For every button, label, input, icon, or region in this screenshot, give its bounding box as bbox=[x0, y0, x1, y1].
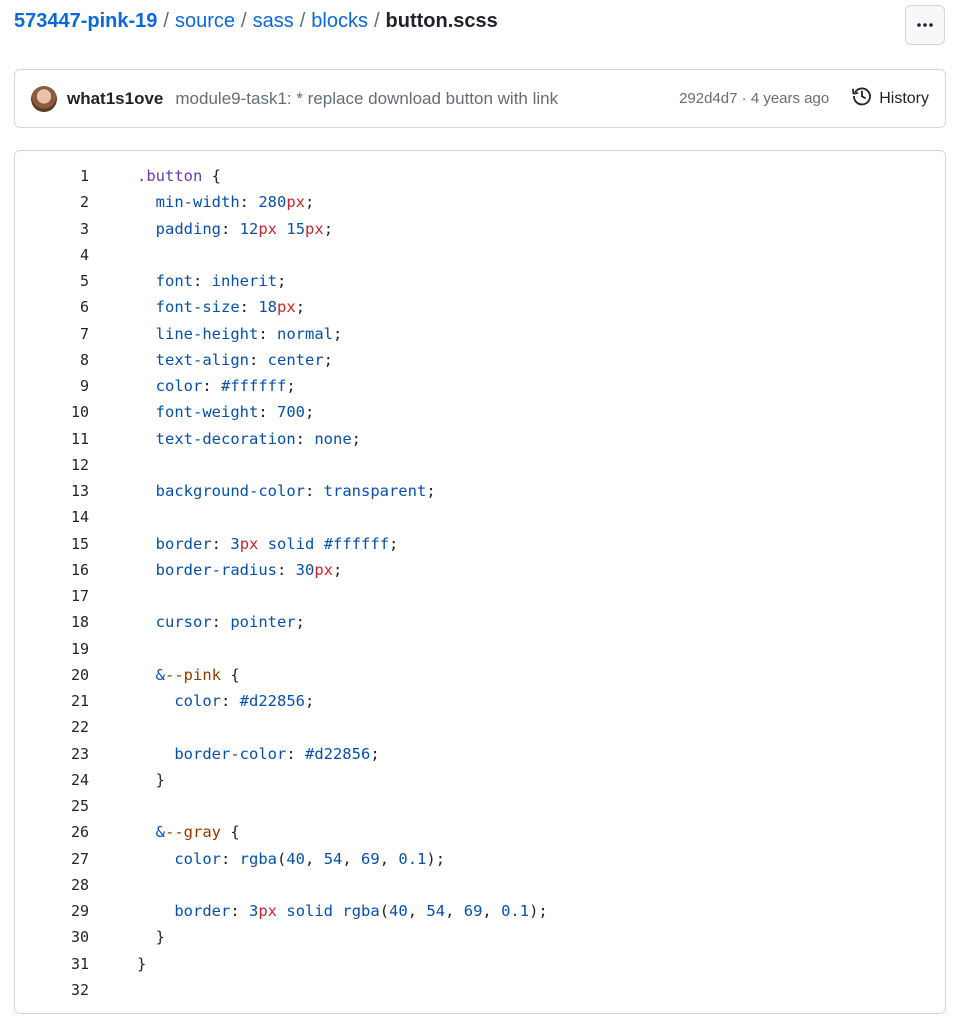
code-text bbox=[89, 613, 305, 631]
line-number[interactable]: 8 bbox=[79, 350, 89, 369]
code-line bbox=[15, 767, 945, 793]
code-token bbox=[137, 771, 156, 789]
line-number[interactable]: 30 bbox=[70, 928, 89, 947]
code-line bbox=[15, 478, 945, 504]
code-token: transparent bbox=[323, 482, 427, 501]
code-token: : bbox=[202, 377, 222, 396]
code-text bbox=[89, 745, 380, 763]
code-line bbox=[15, 714, 945, 740]
line-number[interactable]: 13 bbox=[70, 482, 89, 501]
code-token: rgba bbox=[342, 902, 380, 921]
code-token bbox=[137, 220, 156, 238]
code-token: #d22856 bbox=[239, 692, 305, 711]
code-token: 69 bbox=[361, 849, 380, 868]
code-line bbox=[15, 951, 945, 977]
code-token: 40 bbox=[389, 902, 408, 921]
kebab-horizontal-icon bbox=[916, 22, 934, 28]
commit-author-link[interactable]: what1s1ove bbox=[67, 88, 164, 108]
code-line bbox=[15, 872, 945, 898]
code-token: inherit bbox=[211, 272, 277, 291]
line-number[interactable]: 29 bbox=[70, 902, 89, 921]
code-line bbox=[15, 373, 945, 399]
code-line bbox=[15, 399, 945, 425]
code-token: ; bbox=[370, 744, 380, 763]
code-line bbox=[15, 216, 945, 242]
line-number[interactable]: 4 bbox=[79, 245, 89, 264]
code-token: 3 bbox=[230, 534, 240, 553]
code-token: background-color bbox=[155, 482, 305, 501]
line-number[interactable]: 21 bbox=[70, 692, 89, 711]
code-token: border bbox=[155, 534, 212, 553]
line-number[interactable]: 17 bbox=[70, 587, 89, 606]
line-number[interactable]: 6 bbox=[79, 298, 89, 317]
code-token bbox=[137, 823, 156, 841]
line-number[interactable]: 25 bbox=[70, 797, 89, 816]
code-text bbox=[89, 220, 333, 238]
code-token: : bbox=[211, 534, 231, 553]
code-token bbox=[137, 928, 156, 946]
code-token: 54 bbox=[426, 902, 446, 921]
line-number[interactable]: 32 bbox=[70, 980, 89, 999]
code-token: : bbox=[258, 403, 277, 422]
breadcrumb-separator: / bbox=[299, 9, 306, 32]
code-text bbox=[89, 561, 342, 579]
code-line bbox=[15, 662, 945, 688]
code-text bbox=[89, 771, 165, 789]
code-token: : bbox=[304, 482, 324, 501]
line-number[interactable]: 18 bbox=[70, 613, 89, 632]
code-line bbox=[15, 924, 945, 950]
code-viewer bbox=[14, 150, 946, 1014]
code-token: px bbox=[239, 534, 259, 553]
code-token: ); bbox=[529, 902, 548, 921]
breadcrumb-path-link[interactable]: source bbox=[174, 9, 236, 32]
line-number[interactable]: 5 bbox=[79, 272, 89, 291]
code-text bbox=[89, 850, 445, 868]
code-token: px bbox=[314, 560, 334, 579]
code-token bbox=[314, 535, 323, 553]
code-line bbox=[15, 504, 945, 530]
code-line bbox=[15, 531, 945, 557]
code-token: cursor bbox=[155, 613, 212, 632]
code-token: } bbox=[137, 954, 147, 973]
code-token bbox=[137, 850, 174, 868]
code-text bbox=[89, 692, 314, 710]
code-text bbox=[89, 325, 342, 343]
code-line bbox=[15, 741, 945, 767]
code-token: : bbox=[221, 849, 240, 868]
code-token: ; bbox=[351, 429, 361, 448]
code-token: : bbox=[286, 744, 305, 763]
code-line bbox=[15, 268, 945, 294]
code-token: } bbox=[155, 770, 166, 789]
code-token: color bbox=[174, 692, 221, 711]
line-number[interactable]: 20 bbox=[70, 665, 89, 684]
code-token: 280 bbox=[258, 193, 287, 212]
code-token: ; bbox=[305, 193, 315, 212]
code-token: , bbox=[379, 849, 399, 868]
code-token: border bbox=[174, 902, 231, 921]
code-token: border-color bbox=[174, 744, 287, 763]
code-token: ; bbox=[333, 324, 343, 343]
code-token: --gray bbox=[165, 823, 222, 842]
code-line bbox=[15, 793, 945, 819]
code-line bbox=[15, 636, 945, 662]
code-token: font-weight bbox=[155, 403, 259, 422]
avatar[interactable] bbox=[31, 86, 57, 112]
history-icon bbox=[851, 85, 879, 112]
code-line bbox=[15, 321, 945, 347]
code-token bbox=[258, 535, 267, 553]
history-label: History bbox=[879, 89, 929, 107]
code-token bbox=[137, 430, 156, 448]
code-token: ; bbox=[295, 613, 306, 632]
code-token bbox=[137, 403, 156, 421]
code-text bbox=[89, 298, 305, 316]
code-token: { bbox=[221, 665, 240, 684]
code-token: : bbox=[258, 324, 277, 343]
code-line bbox=[15, 347, 945, 373]
line-number[interactable]: 10 bbox=[70, 403, 89, 422]
code-token: #d22856 bbox=[304, 744, 371, 763]
code-token: , bbox=[407, 902, 427, 921]
commit-hash-link[interactable]: 292d4d7 bbox=[679, 90, 738, 107]
line-number[interactable]: 28 bbox=[70, 875, 89, 894]
breadcrumb-repo-link[interactable]: 573447-pink-19 bbox=[14, 9, 158, 32]
breadcrumb bbox=[14, 6, 498, 36]
code-token: ; bbox=[277, 272, 287, 291]
code-token: padding bbox=[155, 219, 221, 238]
code-token: , bbox=[342, 849, 362, 868]
breadcrumb-separator: / bbox=[163, 9, 169, 32]
code-token bbox=[277, 220, 286, 238]
code-token: border-radius bbox=[155, 560, 277, 579]
breadcrumb-path-link[interactable]: blocks bbox=[311, 9, 368, 32]
code-token: : bbox=[193, 272, 212, 291]
code-token bbox=[137, 666, 156, 684]
code-token: px bbox=[286, 193, 306, 212]
code-token: ; bbox=[323, 219, 334, 238]
code-token: { bbox=[202, 167, 221, 186]
code-token: px bbox=[277, 298, 296, 317]
code-line bbox=[15, 294, 945, 320]
code-token: none bbox=[314, 429, 352, 448]
code-token: 0.1 bbox=[398, 849, 427, 868]
code-text bbox=[89, 955, 146, 973]
code-token: center bbox=[267, 350, 324, 369]
code-token: , bbox=[305, 849, 324, 868]
code-token: : bbox=[239, 193, 259, 212]
code-token bbox=[277, 902, 286, 920]
line-number[interactable]: 12 bbox=[70, 455, 89, 474]
code-token: & bbox=[155, 665, 166, 684]
code-line bbox=[15, 688, 945, 714]
code-token: : bbox=[221, 219, 240, 238]
code-token: { bbox=[221, 823, 240, 842]
code-token: color bbox=[155, 377, 203, 396]
code-token: , bbox=[482, 902, 502, 921]
code-token: ; bbox=[286, 377, 296, 396]
code-token: font bbox=[155, 272, 193, 291]
code-text bbox=[89, 666, 240, 684]
code-token: pointer bbox=[230, 613, 296, 632]
code-token: px bbox=[258, 902, 278, 921]
code-text bbox=[89, 928, 165, 946]
more-options-button[interactable] bbox=[905, 5, 945, 45]
code-line bbox=[15, 242, 945, 268]
code-token: : bbox=[239, 298, 259, 317]
latest-commit-bar bbox=[14, 69, 946, 128]
code-text bbox=[89, 403, 314, 421]
code-text bbox=[89, 535, 398, 553]
code-line bbox=[15, 609, 945, 635]
line-number[interactable]: 15 bbox=[70, 534, 89, 553]
commit-message-link[interactable]: module9-task1: * replace download button with link bbox=[175, 88, 559, 108]
breadcrumb-path-link[interactable]: sass bbox=[252, 9, 294, 32]
line-number[interactable]: 22 bbox=[70, 718, 89, 737]
code-text bbox=[89, 430, 361, 448]
line-number[interactable]: 1 bbox=[79, 167, 89, 186]
code-token: ( bbox=[277, 849, 287, 868]
code-token: 700 bbox=[277, 403, 305, 422]
line-number[interactable]: 3 bbox=[79, 219, 89, 238]
code-text bbox=[89, 377, 296, 395]
code-line bbox=[15, 583, 945, 609]
code-token: : bbox=[230, 902, 249, 921]
code-token: ; bbox=[305, 403, 315, 422]
code-token bbox=[137, 272, 156, 290]
line-number[interactable]: 26 bbox=[70, 823, 89, 842]
code-token: 15 bbox=[286, 219, 306, 238]
code-token: 69 bbox=[463, 902, 483, 921]
code-token: ( bbox=[379, 902, 390, 921]
code-token: .button bbox=[137, 167, 203, 186]
code-token: ; bbox=[295, 298, 306, 317]
code-token bbox=[137, 193, 156, 211]
line-number[interactable]: 27 bbox=[70, 849, 89, 868]
code-token: #ffffff bbox=[221, 377, 287, 396]
code-text bbox=[89, 351, 333, 369]
code-token bbox=[137, 561, 156, 579]
code-text bbox=[89, 193, 314, 211]
code-token: min-width bbox=[155, 193, 240, 212]
breadcrumb-current-file: button.scss bbox=[385, 9, 498, 32]
line-number[interactable]: 23 bbox=[70, 744, 89, 763]
code-text bbox=[89, 902, 548, 920]
line-number[interactable]: 14 bbox=[70, 508, 89, 527]
line-number[interactable]: 11 bbox=[70, 429, 89, 448]
code-token: ); bbox=[426, 849, 446, 868]
code-token bbox=[137, 482, 156, 500]
code-token: px bbox=[305, 219, 324, 238]
line-number[interactable]: 9 bbox=[79, 377, 89, 396]
commit-meta bbox=[679, 90, 829, 107]
code-token: color bbox=[174, 849, 221, 868]
code-token: 0.1 bbox=[501, 902, 530, 921]
code-token: text-decoration bbox=[155, 429, 296, 448]
code-line bbox=[15, 977, 945, 1003]
code-token: , bbox=[445, 902, 464, 921]
code-token: line-height bbox=[155, 324, 259, 343]
code-token: --pink bbox=[165, 665, 222, 684]
code-token: 40 bbox=[286, 849, 306, 868]
code-token bbox=[137, 745, 174, 763]
line-number[interactable]: 24 bbox=[70, 770, 89, 789]
line-number[interactable]: 2 bbox=[79, 193, 89, 212]
breadcrumb-separator: / bbox=[373, 9, 380, 32]
code-token: ; bbox=[333, 560, 343, 579]
code-token bbox=[137, 902, 174, 920]
code-token: ; bbox=[305, 692, 315, 711]
code-text bbox=[89, 167, 221, 185]
code-token: 54 bbox=[323, 849, 343, 868]
code-line bbox=[15, 557, 945, 583]
line-number[interactable]: 19 bbox=[70, 639, 89, 658]
code-line bbox=[15, 846, 945, 872]
code-token: : bbox=[221, 692, 240, 711]
code-token: 18 bbox=[258, 298, 278, 317]
code-line bbox=[15, 452, 945, 478]
code-token: text-align bbox=[155, 350, 249, 369]
code-token: 30 bbox=[295, 560, 315, 579]
code-token: 12 bbox=[239, 219, 259, 238]
code-token bbox=[137, 377, 156, 395]
breadcrumb-separator: / bbox=[241, 9, 247, 32]
code-text bbox=[89, 482, 436, 500]
code-text bbox=[89, 823, 240, 841]
code-token: ; bbox=[323, 350, 334, 369]
code-token: solid bbox=[267, 534, 315, 553]
code-token: : bbox=[277, 560, 296, 579]
code-token bbox=[137, 298, 156, 316]
code-token bbox=[137, 613, 156, 631]
code-token: px bbox=[258, 219, 278, 238]
code-line bbox=[15, 898, 945, 924]
code-token bbox=[137, 325, 156, 343]
code-token bbox=[137, 535, 156, 553]
code-line bbox=[15, 819, 945, 845]
code-line bbox=[15, 163, 945, 189]
code-token: } bbox=[155, 928, 166, 947]
code-token: : bbox=[211, 613, 231, 632]
commit-age: 4 years ago bbox=[750, 90, 830, 107]
line-number[interactable]: 31 bbox=[70, 954, 89, 973]
code-token bbox=[137, 351, 156, 369]
code-token: ; bbox=[389, 534, 399, 553]
meta-separator: · bbox=[741, 90, 747, 107]
code-token: font-size bbox=[155, 298, 240, 317]
code-token bbox=[333, 902, 342, 920]
code-text bbox=[89, 272, 286, 290]
code-token: 3 bbox=[249, 902, 259, 921]
history-button[interactable] bbox=[851, 85, 929, 112]
code-token: #ffffff bbox=[323, 534, 390, 553]
code-token: solid bbox=[286, 902, 334, 921]
code-token: : bbox=[249, 350, 268, 369]
code-line bbox=[15, 189, 945, 215]
code-token: : bbox=[295, 429, 315, 448]
line-number[interactable]: 16 bbox=[70, 560, 89, 579]
line-number[interactable]: 7 bbox=[79, 324, 89, 343]
code-token: normal bbox=[277, 324, 333, 343]
code-token: ; bbox=[426, 482, 436, 501]
code-line bbox=[15, 426, 945, 452]
code-token: rgba bbox=[239, 849, 277, 868]
code-token bbox=[137, 692, 174, 710]
code-token: & bbox=[155, 823, 166, 842]
